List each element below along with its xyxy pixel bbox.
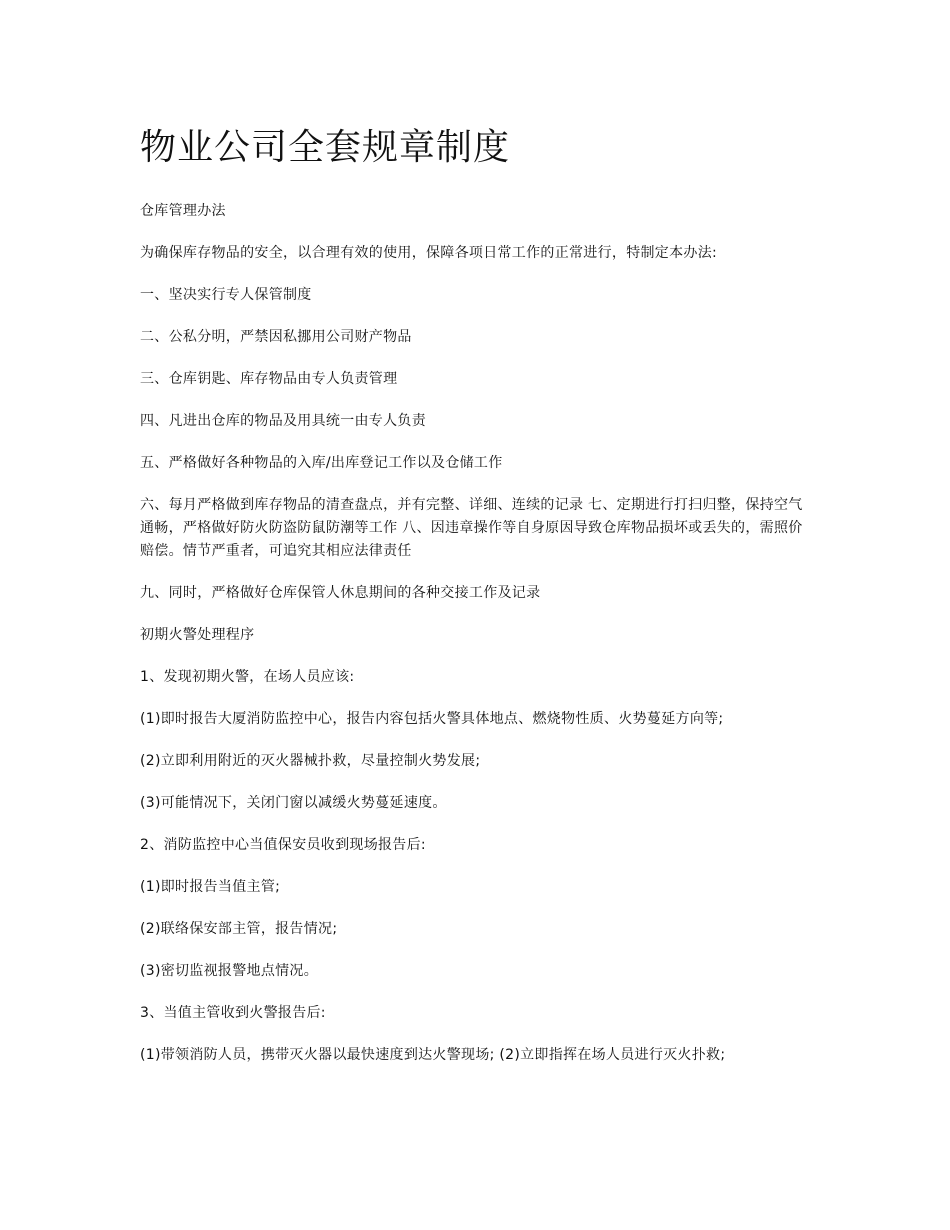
paragraph: 3、当值主管收到火警报告后: [140,1005,326,1021]
paragraph: 六、每月严格做到库存物品的清查盘点，并有完整、详细、连续的记录 七、定期进行打扫归整，保持空气通畅，严格做好防火防盗防鼠防潮等工作 八、因违章操作等自身原因导致仓库物品损坏或丢失的，需照价赔偿。情节严重者，可追究其相应法律责任 [140,497,803,559]
paragraph: (2)立即利用附近的灭火器械扑救，尽量控制火势发展; [140,753,481,769]
paragraph: (3)可能情况下，关闭门窗以减缓火势蔓延速度。 [140,795,447,811]
paragraph: 1、发现初期火警，在场人员应该: [140,669,355,685]
paragraph: 2、消防监控中心当值保安员收到现场报告后: [140,837,426,853]
paragraph: (1)即时报告当值主管; [140,879,281,895]
paragraph: 五、严格做好各种物品的入库/出库登记工作以及仓储工作 [140,455,503,471]
paragraph: 九、同时，严格做好仓库保管人休息期间的各种交接工作及记录 [140,585,541,601]
paragraph: 三、仓库钥匙、库存物品由专人负责管理 [140,371,398,387]
paragraph: (2)联络保安部主管，报告情况; [140,921,338,937]
paragraph: (1)带领消防人员，携带灭火器以最快速度到达火警现场; (2)立即指挥在场人员进行灭火扑救; [140,1047,726,1063]
paragraph: (1)即时报告大厦消防监控中心，报告内容包括火警具体地点、燃烧物性质、火势蔓延方向等; [140,711,724,727]
paragraph: 为确保库存物品的安全，以合理有效的使用，保障各项日常工作的正常进行，特制定本办法: [140,245,718,261]
section-heading-warehouse: 仓库管理办法 [140,203,226,219]
paragraph: 二、公私分明，严禁因私挪用公司财产物品 [140,329,412,345]
document-page [140,124,810,1086]
paragraph: 一、坚决实行专人保管制度 [140,287,312,303]
section-heading-fire: 初期火警处理程序 [140,627,255,643]
paragraph: (3)密切监视报警地点情况。 [140,963,319,979]
paragraph: 四、凡进出仓库的物品及用具统一由专人负责 [140,413,426,429]
document-title: 物业公司全套规章制度 [140,127,511,168]
